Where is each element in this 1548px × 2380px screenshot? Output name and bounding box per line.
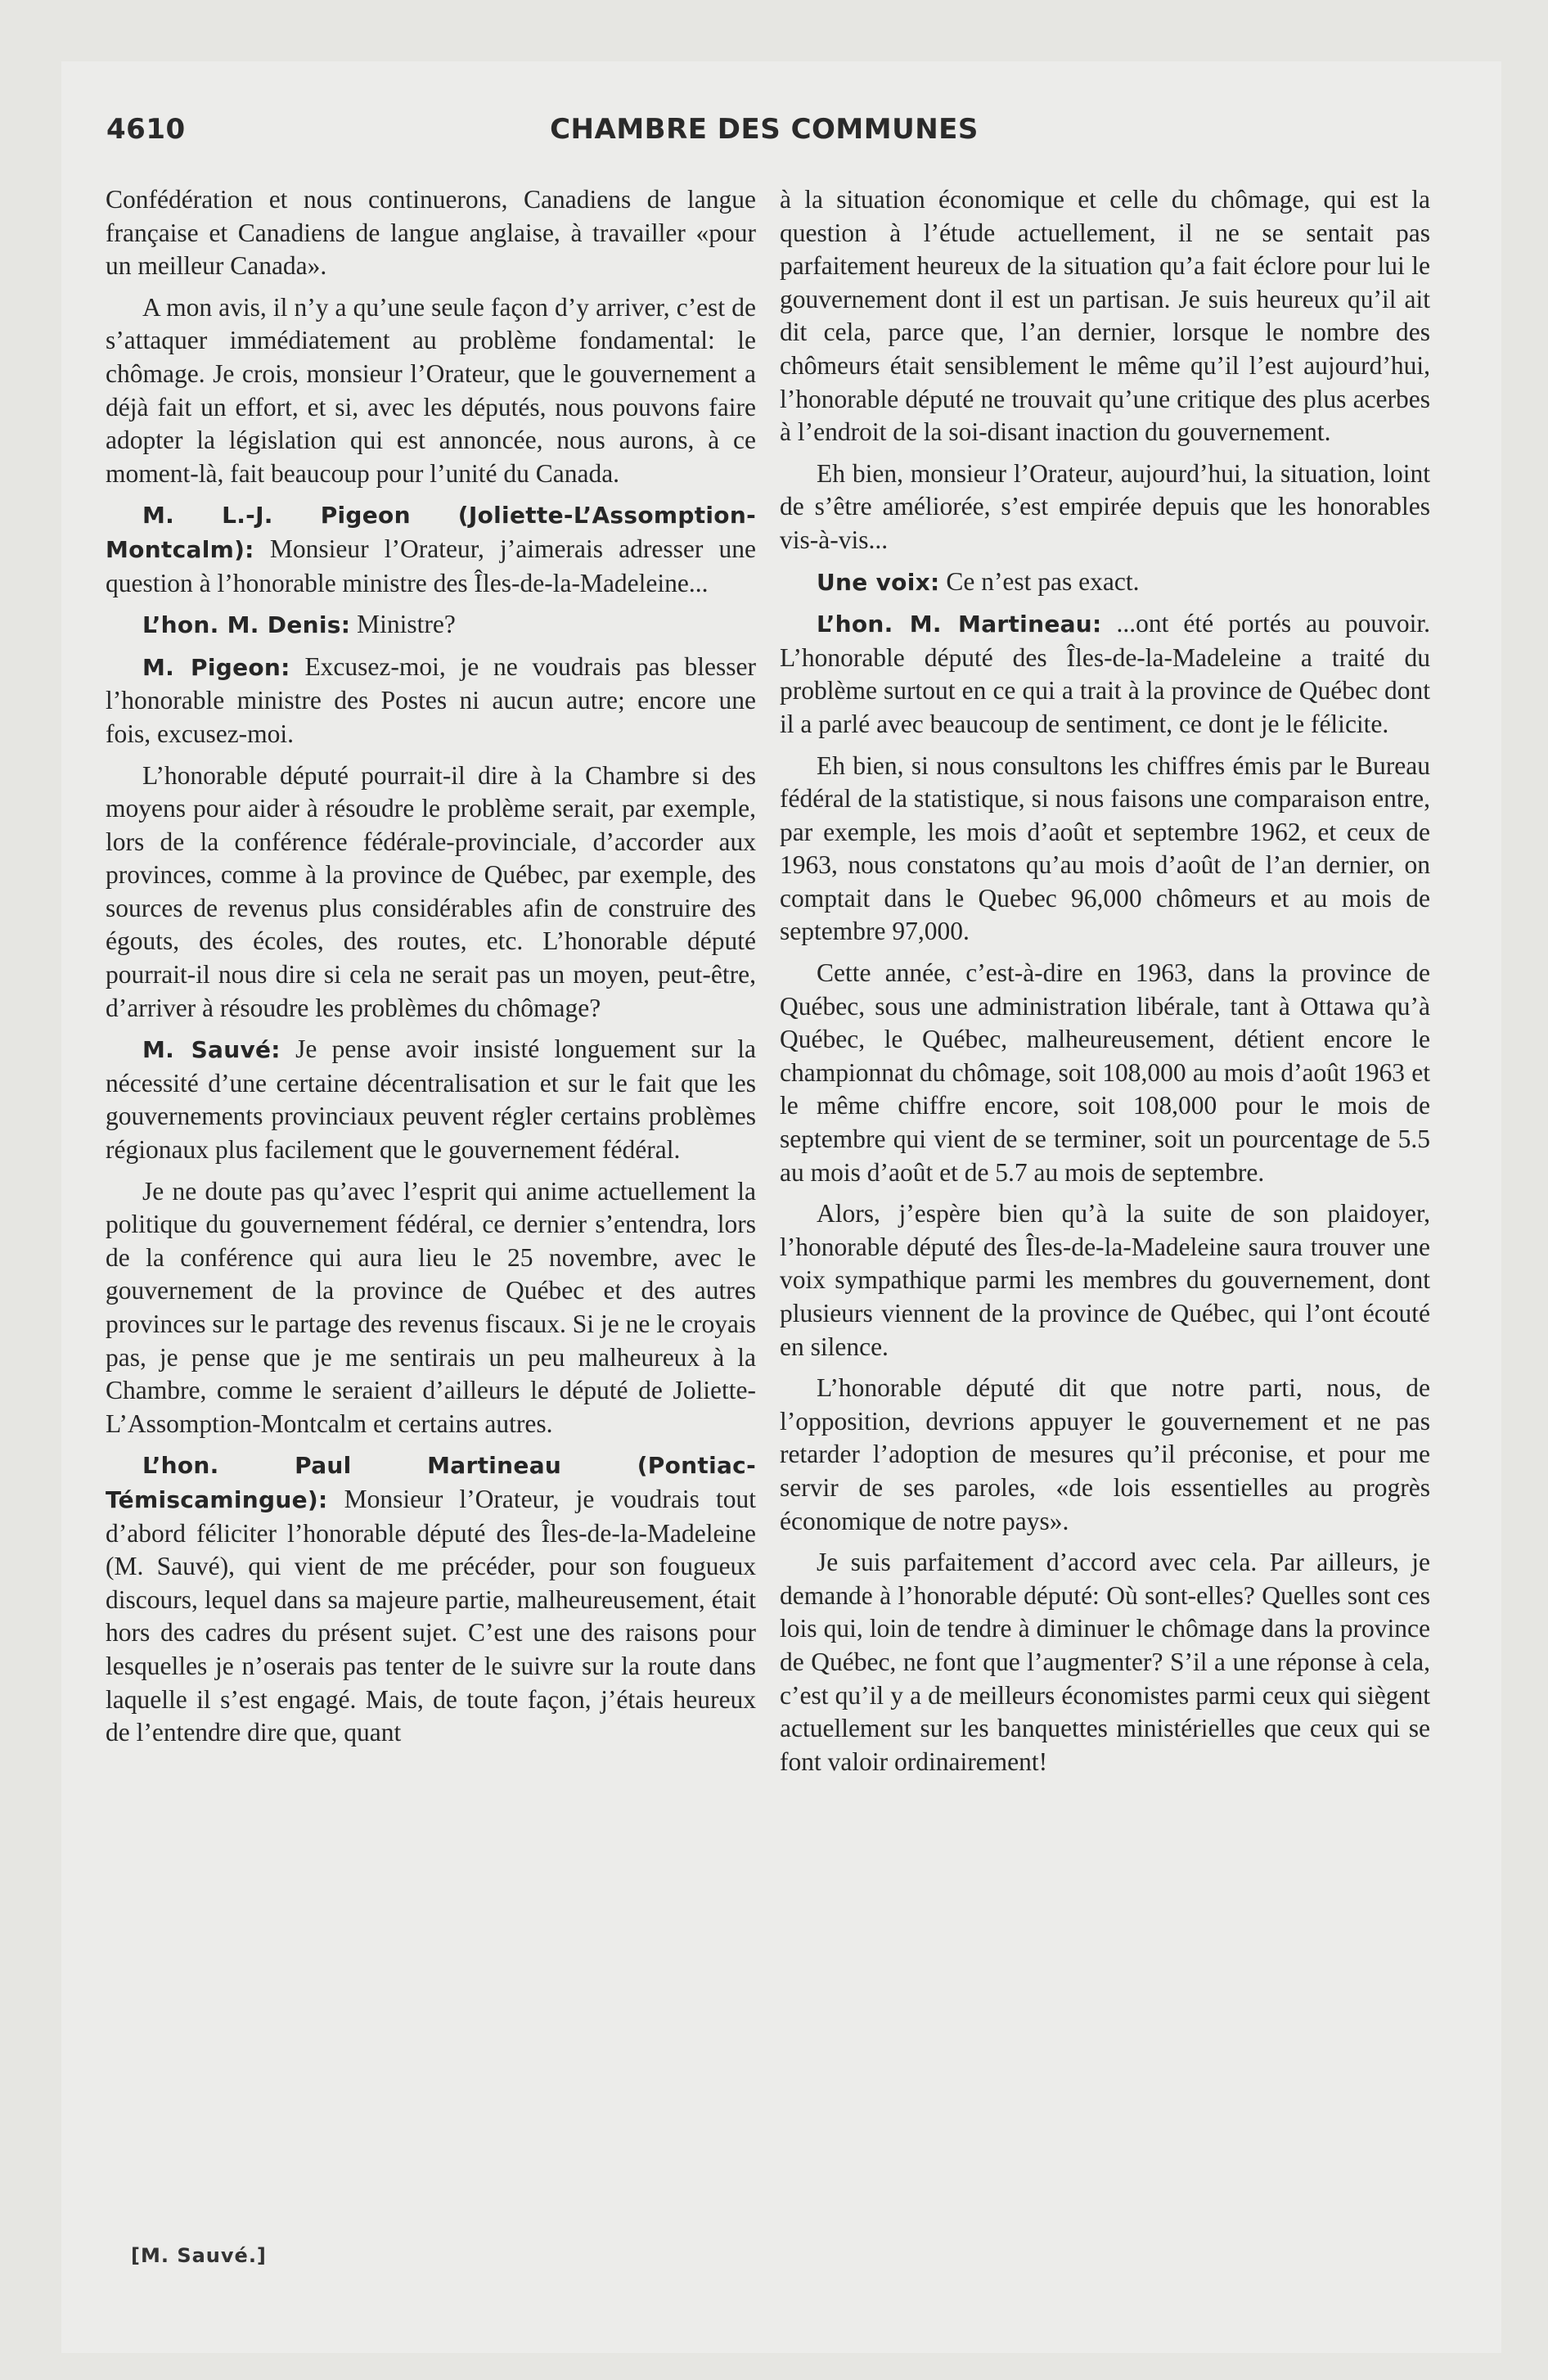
speech-paragraph [106, 1033, 756, 1166]
speech-text: ...ont été portés au pouvoir. L’honorable député des Îles-de-la-Madeleine a traité du problème surtout en ce qui a trait à la province de Québec dont il a parlé avec beaucoup de sentiment, ce dont je le félicite. [780, 609, 1431, 738]
page-header [106, 113, 1422, 162]
paragraph: à la situation économique et celle du chômage, qui est la question à l’étude actuellement, il ne se sentait pas parfaitement heureux de la situation qu’a fait éclore pour lui le gouvernement dont il est un partisan. Je suis heureux qu’il ait dit cela, parce que, l’an dernier, lorsque le nombre des chômeurs était sensiblement le même qu’il l’est aujourd’hui, l’honorable député ne trouvait qu’une critique des plus acerbes à l’endroit de la soi-disant inaction du gouvernement. [780, 185, 1430, 447]
paragraph: L’honorable député dit que notre parti, nous, de l’opposition, devrions appuyer le gouvernement et ne pas retarder l’adoption de mesures qu’il préconise, et pour me servir de ses paroles, «de lois essentielles au progrès économique de notre pays». [780, 1373, 1430, 1535]
paragraph: Eh bien, monsieur l’Orateur, aujourd’hui, la situation, loint de s’être améliorée, s’est empirée depuis que les honorables vis-à-vis... [780, 458, 1430, 554]
speech-text: Ce n’est pas exact. [939, 566, 1140, 596]
speaker-name: L’hon. Paul Martineau (Pontiac-Témiscamingue): [106, 1452, 756, 1513]
speaker-name: L’hon. M. Denis: [142, 611, 351, 639]
speaker-name: L’hon. M. Martineau: [817, 611, 1102, 638]
paragraph: Alors, j’espère bien qu’à la suite de son plaidoyer, l’honorable député des Îles-de-la-Madeleine saura trouver une voix sympathique parmi les membres du gouvernement, dont plusieurs viennent de la province de Québec, qui l’ont écouté en silence. [780, 1199, 1430, 1361]
paragraph: L’honorable député pourrait-il dire à la Chambre si des moyens pour aider à résoudre le problème serait, par exemple, lors de la conférence fédérale-provinciale, d’accorder aux provinces, comme à la province de Québec, par exemple, des sources de revenus plus considérables afin de construire des égouts, des écoles, des routes, etc. L’honorable député pourrait-il nous dire si cela ne serait pas un moyen, peut-être, d’arriver à résoudre les problèmes du chômage? [106, 760, 756, 1022]
left-column [106, 183, 756, 1758]
speech-paragraph [780, 566, 1430, 600]
paragraph: A mon avis, il n’y a qu’une seule façon d’y arriver, c’est de s’attaquer immédiatement au problème fondamental: le chômage. Je crois, monsieur l’Orateur, que le gouvernement a déjà fait un effort, et si, avec les députés, nous pouvons faire adopter la législation qui est annoncée, nous aurons, à ce moment-là, fait beaucoup pour l’unité du Canada. [106, 292, 756, 488]
speech-text: Je pense avoir insisté longuement sur la nécessité d’une certaine décentralisation et sur le fait que les gouvernements provinciaux peuvent régler certains problèmes régionaux plus facilement que le gouvernement fédéral. [106, 1034, 756, 1165]
paragraph: Je suis parfaitement d’accord avec cela. Par ailleurs, je demande à l’honorable député: Où sont-elles? Quelles sont ces lois qui, loin de tendre à diminuer le chômage dans la province de Québec, ne font que l’augmenter? S’il a une réponse à cela, c’est qu’il y a de meilleurs économistes parmi ceux qui siègent actuellement sur les banquettes ministérielles que ceux qui se font valoir ordinairement! [780, 1548, 1430, 1776]
speaker-name: M. L.-J. Pigeon (Joliette-L’Assomption-Montcalm): [106, 502, 756, 563]
paragraph: Confédération et nous continuerons, Canadiens de langue française et Canadiens de langue anglaise, à travailler «pour un meilleur Canada». [106, 185, 756, 281]
speaker-footnote: [M. Sauvé.] [131, 2244, 267, 2267]
speech-text: Excusez-moi, je ne voudrais pas blesser l’honorable ministre des Postes ni aucun autre; encore une fois, excusez-moi. [106, 651, 756, 748]
speech-text: Ministre? [350, 610, 456, 639]
paragraph: Je ne doute pas qu’avec l’esprit qui anime actuellement la politique du gouvernement fédéral, ce dernier s’entendra, lors de la conférence qui aura lieu le 25 novembre, avec le gouvernement de la province de Québec et des autres provinces sur le partage des revenus fiscaux. Si je ne le croyais pas, je pense que je me sentirais un peu malheureux à la Chambre, comme le seraient d’ailleurs le député de Joliette-L’Assomption-Montcalm et certains autres. [106, 1176, 756, 1438]
speech-paragraph [780, 607, 1430, 741]
speech-text: Monsieur l’Orateur, je voudrais tout d’abord féliciter l’honorable député des Îles-de-la-Madeleine (M. Sauvé), qui vient de me précéder, pour son fougueux discours, lequel dans sa majeure partie, malheureusement, était hors des cadres du présent sujet. C’est une des raisons pour lesquelles je n’oserais pas tenter de le suivre sur la route dans laquelle il s’est engagé. Mais, de toute façon, j’étais heureux de l’entendre dire que, quant [106, 1484, 756, 1747]
speaker-name: M. Sauvé: [142, 1036, 281, 1064]
speech-paragraph [106, 608, 756, 642]
right-column [780, 183, 1430, 1787]
speech-paragraph [106, 498, 756, 600]
speech-paragraph [106, 651, 756, 751]
paragraph: Eh bien, si nous consultons les chiffres émis par le Bureau fédéral de la statistique, si nous faisons une comparaison entre, par exemple, les mois d’août et septembre 1962, et ceux de 1963, nous constatons qu’au mois d’août de l’an dernier, on comptait dans le Quebec 96,000 chômeurs et au mois de septembre 97,000. [780, 751, 1430, 946]
speech-text: Monsieur l’Orateur, j’aimerais adresser une question à l’honorable ministre des Îles-de-la-Madeleine... [106, 534, 756, 597]
page-number: 4610 [106, 113, 186, 146]
speaker-name: Une voix: [817, 568, 940, 596]
page-title: CHAMBRE DES COMMUNES [550, 113, 979, 146]
paragraph: Cette année, c’est-à-dire en 1963, dans la province de Québec, sous une administration libérale, tant à Ottawa qu’à Québec, le Québec, malheureusement, détient encore le championnat du chômage, soit 108,000 au mois d’août 1963 et le même chiffre encore, soit 108,000 pour le mois de septembre qui vient de se terminer, soit un pourcentage de 5.5 au mois d’août et de 5.7 au mois de septembre. [780, 958, 1430, 1187]
speech-paragraph [106, 1449, 756, 1749]
speaker-name: M. Pigeon: [142, 653, 290, 681]
